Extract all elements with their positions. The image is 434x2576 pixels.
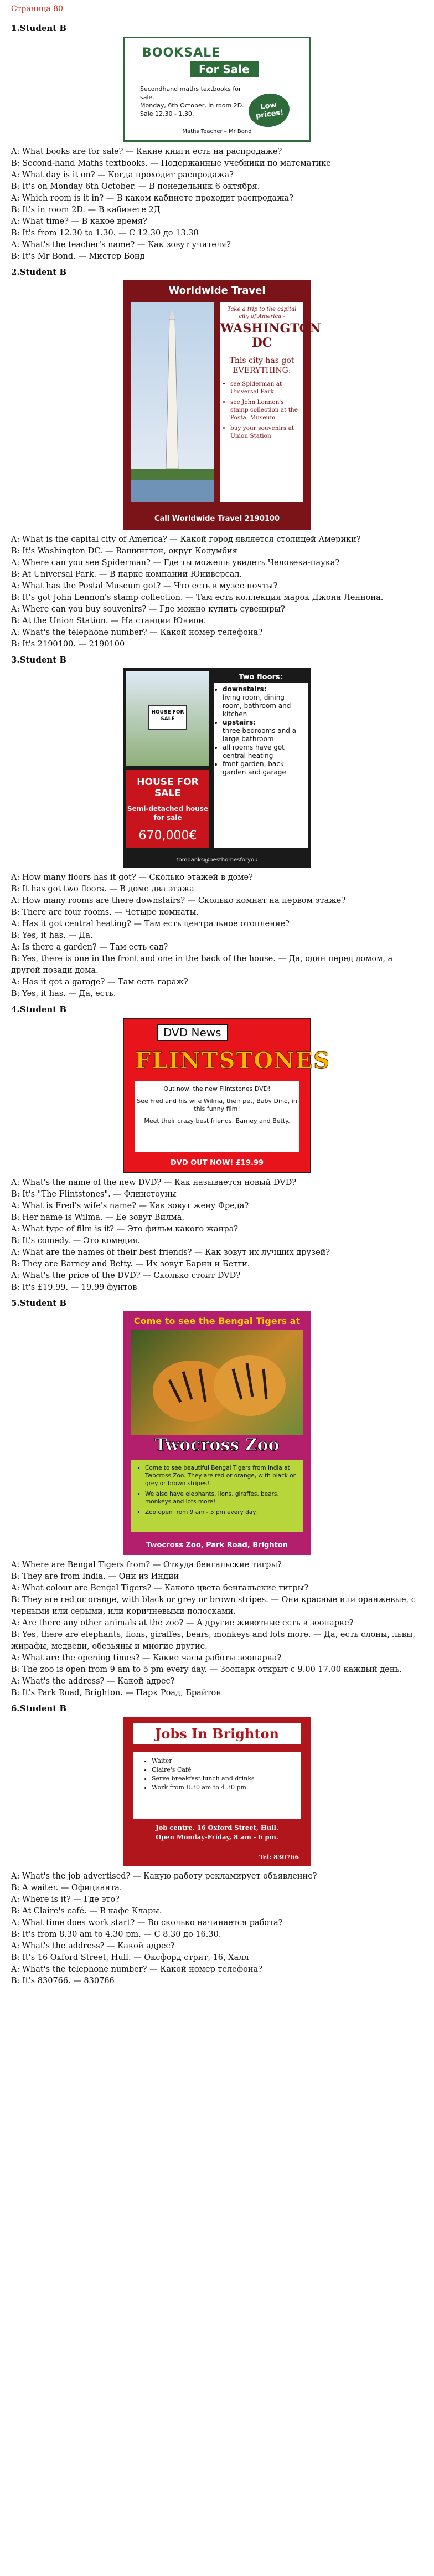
dialogue-line: A: What colour are Bengal Tigers? — Какого цвета бенгальские тигры? [11,1584,309,1593]
dialogue-line: B: Yes, it has. — Да. [11,931,93,940]
ad-panel [220,302,321,502]
dialogue-line: A: What's the name of the new DVD? — Как называется новый DVD? [11,1178,297,1187]
dialogue-line: A: Where can you buy souvenirs? — Где можно купить сувениры? [11,605,285,614]
list-item: • Zoo open from 9 am - 5 pm every day. [145,1508,298,1516]
list-item: • We also have elephants, lions, giraffes, bears, monkeys and lots more! [145,1490,298,1506]
dialogue-line: A: What's the telephone number? — Какой номер телефона? [11,1965,262,1974]
booksale-ad [123,37,311,142]
job-centre-address: Job centre, 16 Oxford Street, Hull. [156,1824,278,1831]
ad-body [140,85,245,118]
list-item: • buy your souvenirs at Union Station [230,424,301,440]
dialogue-line: A: Are there any other animals at the zoo? — А другие животные есть в зоопарке? [11,1619,354,1628]
dialogue [11,534,423,650]
ad-contact: tombanks@besthomesforyou [176,857,258,863]
dialogue-line: A: What's the address? — Какой адрес? [11,1942,175,1951]
dialogue-line: A: What is Fred's wife's name? — Как зовут жену Фреда? [11,1202,249,1210]
section-1 [11,23,423,263]
dialogue-line: B: At the Union Station. — На станции Юнион. [11,617,206,625]
dialogue-line: B: Yes, there are elephants, lions, giraffes, bears, monkeys and lots more. — Да, есть слоны, львы, жирафы, медведи, обезьяны и многие другие. [11,1630,416,1651]
dialogue-line: A: What's the job advertised? — Какую работу рекламирует объявление? [11,1872,317,1881]
dialogue-line: A: What has the Postal Museum got? — Что есть в музее почты? [11,582,278,591]
dialogue-line: A: Which room is it in? — В каком кабинете проходит распродажа? [11,194,293,203]
dialogue-line: A: What are the opening times? — Какие часы работы зоопарка? [11,1654,282,1662]
dialogue-line: A: What is the capital city of America? — Какой город является столицей Америки? [11,535,361,544]
dialogue-line: B: It's from 12.30 to 1.30. — С 12.30 до 13.30 [11,229,199,238]
house-photo [126,671,209,766]
dialogue [11,1177,423,1294]
dialogue-line: B: A waiter. — Официанта. [11,1884,122,1892]
ad-brand: Worldwide Travel [168,285,266,296]
dialogue-line: A: Where can you see Spiderman? — Где ты можешь увидеть Человека-паука? [11,558,340,567]
zoo-name: Twocross Zoo [154,1435,280,1455]
zoo-info [131,1460,303,1532]
zoo-list [141,1464,298,1516]
flintstones-logo: FLINTSTONES [135,1048,330,1074]
dialogue-line: A: What time does work start? — Во сколько начинается работа? [11,1918,283,1927]
list-item: • see Spiderman at Universal Park [230,380,301,396]
dialogue-line: B: They are red or orange, with black or grey or brown stripes. — Они красные или оранжевые, с черными или серыми, или коричневыми полосками. [11,1595,416,1616]
zoo-ad [123,1311,311,1555]
dialogue [11,1559,423,1699]
dialogue-line: B: Her name is Wilma. — Ее зовут Вилма. [11,1213,184,1222]
dialogue [11,146,423,263]
ad-tagline: Take a trip to the capital city of America - [227,306,297,320]
dvd-line: Out now, the new Flintstones DVD! [163,1085,271,1092]
dialogue-line: B: It's on Monday 6th October. — В понедельник 6 октября. [11,182,260,191]
ad-phone: Call Worldwide Travel 2190100 [154,515,280,523]
dialogue-line: B: It's 830766. — 830766 [11,1977,115,1985]
zoo-heading: Come to see the Bengal Tigers at [133,1316,301,1326]
ad-heading: BOOKSALE [142,46,221,60]
dialogue-line: B: It's 16 Oxford Street, Hull. — Оксфорд стрит, 16, Халл [11,1953,249,1962]
dialogue-line: A: Has it got central heating? — Там есть центральное отопление? [11,920,290,928]
features-heading: Two floors: [214,671,308,683]
jobs-list [146,1757,296,1792]
list-item: • see John Lennon's stamp collection at the Postal Museum [230,398,301,422]
ad-signature: Maths Teacher – Mr Bond [182,129,252,135]
dialogue-line: B: Second-hand Maths textbooks. — Подержанные учебники по математике [11,159,331,168]
section-title: 3.Student B [11,655,67,665]
section-title: 5.Student B [11,1298,67,1308]
list-item: • Come to see beautiful Bengal Tigers from India at Twocross Zoo. They are red or orange, with black or grey or brown stripes! [145,1464,298,1487]
dialogue-line: B: It's from 8.30 am to 4.30 pm. — С 8.30 до 16.30. [11,1930,221,1939]
house-red-box [126,770,209,848]
list-item: • Claire's Café [152,1766,296,1774]
house-price: 670,000€ [138,829,197,843]
dialogue-line: A: What books are for sale? — Какие книги есть на распродаже? [11,147,282,156]
dialogue-line: A: Is there a garden? — Там есть сад? [11,943,168,952]
section-4 [11,1004,423,1294]
dialogue-line: A: Has it got a garage? — Там есть гараж? [11,978,188,987]
dialogue-line: A: How many rooms are there downstairs? — Сколько комнат на первом этаже? [11,896,346,905]
value: three bedrooms and a large bathroom [223,727,297,743]
dialogue-line: B: It's comedy. — Это комедия. [11,1236,141,1245]
dialogue-line: B: It's £19.99. — 19.99 фунтов [11,1283,137,1292]
jobs-body [133,1752,301,1819]
dialogue-line: B: They are from India. — Они из Индии [11,1572,179,1581]
dialogue-line: B: It has got two floors. — В доме два этажа [11,885,194,894]
house-features [214,671,308,848]
dialogue-line: A: What's the teacher's name? — Как зовут учителя? [11,240,231,249]
for-sale-sign: HOUSE FOR SALE [148,705,187,730]
ad-city: WASHINGTON DC [220,321,321,350]
dialogue-line: A: What's the price of the DVD? — Сколько стоит DVD? [11,1271,241,1280]
section-title: 2.Student B [11,267,67,277]
dvd-price: DVD OUT NOW! £19.99 [170,1159,264,1167]
features-list [214,685,308,777]
dialogue-line: A: What day is it on? — Когда проходит распродажа? [11,171,234,179]
dialogue-line: B: It's in room 2D. — В кабинете 2Д [11,206,161,214]
dialogue [11,1871,423,1987]
dialogue-line: A: What's the address? — Какой адрес? [11,1677,175,1686]
section-title: 1.Student B [11,23,67,33]
zoo-address: Twocross Zoo, Park Road, Brighton [146,1541,288,1549]
dvd-line: See Fred and his wife Wilma, their pet, Baby Dino, in this funny film! [137,1097,297,1112]
dialogue-line: B: It's Mr Bond. — Мистер Бонд [11,252,145,261]
section-6 [11,1703,423,1987]
page-label: Страница 80 [11,4,64,13]
list-item [223,685,306,719]
section-3 [11,655,423,1000]
dialogue-line: A: How many floors has it got? — Сколько этажей в доме? [11,873,253,882]
ad-line: Secondhand maths textbooks for sale. [140,85,241,101]
list-item [223,719,306,743]
list-item: • all rooms have got central heating [223,743,306,760]
monument-photo [131,302,214,502]
dialogue-line: B: They are Barney and Betty. — Их зовут Барни и Бетти. [11,1260,250,1269]
ad-subheading: For Sale [190,61,259,77]
list-item: • Waiter [152,1757,296,1766]
label: upstairs: [223,719,256,726]
dialogue-line: A: What's the telephone number? — Какой номер телефона? [11,628,262,637]
section-5 [11,1298,423,1699]
jobs-footer [123,1823,311,1842]
dialogue-line: B: It's 2190100. — 2190100 [11,640,125,649]
section-2 [11,267,423,650]
tigers-photo [131,1330,303,1435]
dvd-ad [123,1018,330,1173]
value: living room, dining room, bathroom and kitchen [223,694,291,718]
dialogue-line: A: Where are Bengal Tigers from? — Откуда бенгальские тигры? [11,1561,282,1569]
red-box-title: HOUSE FOR SALE [137,777,199,799]
washington-travel-ad [123,280,321,530]
dvd-line: Meet their crazy best friends, Barney and Betty. [144,1117,290,1125]
low-prices-badge: Low prices! [246,91,292,130]
dialogue-line: B: It's got John Lennon's stamp collection. — Там есть коллекция марок Джона Леннона. [11,593,384,602]
dialogue-line: B: The zoo is open from 9 am to 5 pm every day. — Зоопарк открыт с 9.00 17.00 каждый день. [11,1665,402,1674]
label: downstairs: [223,685,267,693]
job-centre-hours: Open Monday-Friday, 8 am - 6 pm. [156,1833,278,1841]
jobs-ad [123,1717,311,1866]
dialogue-line: B: It's Park Road, Brighton. — Парк Роад, Брайтон [11,1689,221,1697]
ad-mid: This city has got EVERYTHING: [229,356,294,375]
dialogue-line: A: Where is it? — Где это? [11,1895,120,1904]
dialogue-line: B: There are four rooms. — Четыре комнаты. [11,908,199,917]
jobs-heading: Jobs In Brighton [133,1723,301,1744]
ad-line: Sale 12.30 - 1.30. [140,110,194,117]
red-box-subtitle: Semi-detached house for sale [127,805,209,822]
dialogue-line: A: What time? — В какое время? [11,217,147,226]
jobs-tel: Tel: 830766 [259,1854,299,1861]
dialogue-line: B: At Claire's café. — В кафе Клары. [11,1907,162,1916]
dialogue-line: B: It's Washington DC. — Вашингтон, округ Колумбия [11,547,237,556]
tiger-icon [131,1330,303,1435]
list-item: • Work from 8.30 am to 4.30 pm [152,1783,296,1792]
dvd-news-heading: DVD News [157,1024,228,1041]
list-item: • Serve breakfast lunch and drinks [152,1774,296,1783]
ad-line: Monday, 6th October, in room 2D. [140,102,244,109]
dialogue-line: B: It's "The Flintstones". — Флинстоуны [11,1190,177,1199]
house-sale-ad [123,668,311,868]
monument-icon [131,302,214,502]
dvd-text-box [135,1081,299,1152]
dialogue-line: A: What are the names of their best friends? — Как зовут их лучших друзей? [11,1248,330,1257]
ad-list [220,380,303,440]
section-title: 6.Student B [11,1703,67,1713]
section-title: 4.Student B [11,1004,67,1014]
dialogue-line: B: Yes, there is one in the front and one in the back of the house. — Да, один перед домом, а другой позади дома. [11,955,393,975]
dialogue-line: A: What type of film is it? — Это фильм какого жанра? [11,1225,239,1234]
dialogue-line: B: Yes, it has. — Да, есть. [11,989,116,998]
list-item: • front garden, back garden and garage [223,760,306,777]
dialogue [11,872,423,1000]
dialogue-line: B: At Universal Park. — В парке компании Юниверсал. [11,570,242,579]
